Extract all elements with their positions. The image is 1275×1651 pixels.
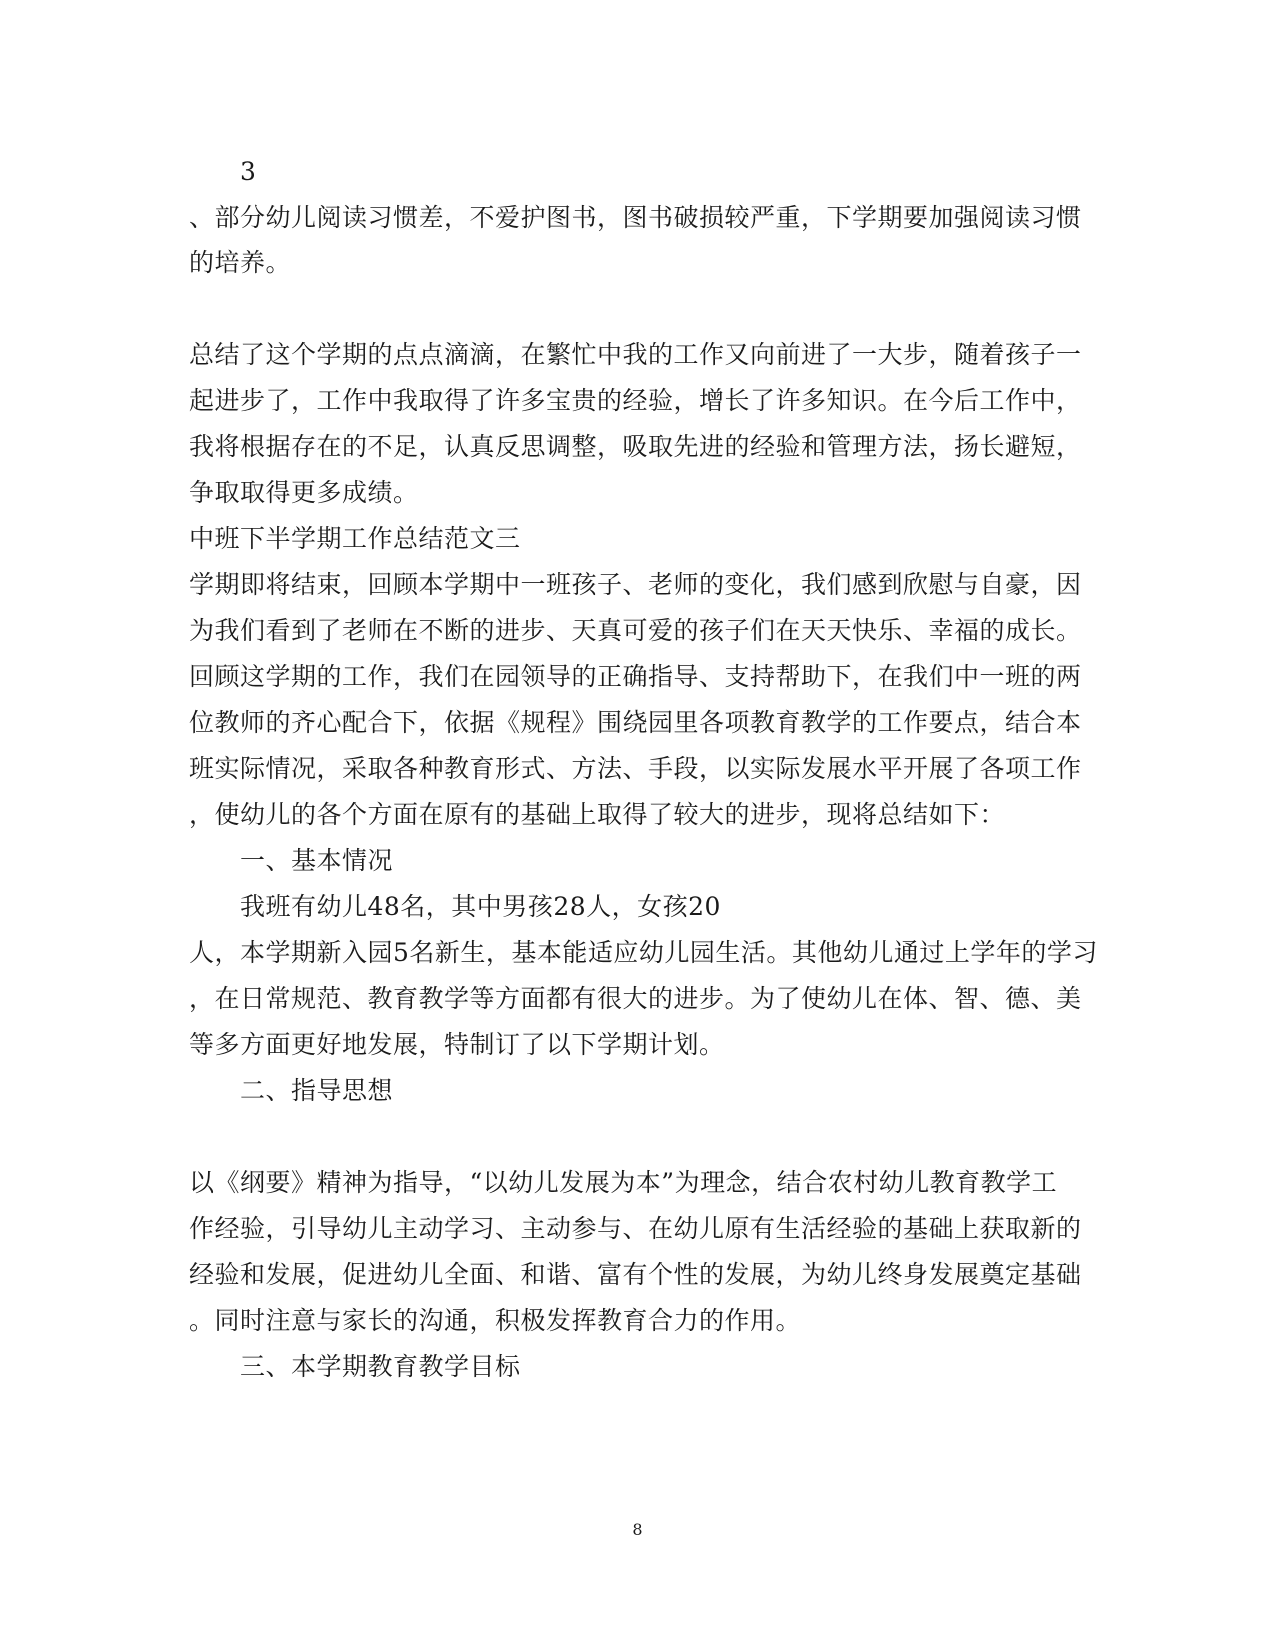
text-line: 回顾这学期的工作，我们在园领导的正确指导、支持帮助下，在我们中一班的两 (189, 662, 1082, 691)
heading: 一、基本情况 (240, 846, 394, 875)
section-title: 中班下半学期工作总结范文三 (189, 524, 521, 553)
text-line: 我班有幼儿48名，其中男孩28人，女孩20 (240, 892, 721, 921)
text-line: 位教师的齐心配合下，依据《规程》围绕园里各项教育教学的工作要点，结合本 (189, 708, 1082, 737)
page-number: 8 (632, 1520, 643, 1539)
heading: 二、指导思想 (240, 1076, 394, 1105)
text-line: 人，本学期新入园5名新生，基本能适应幼儿园生活。其他幼儿通过上学年的学习 (189, 938, 1098, 967)
text-line: 学期即将结束，回顾本学期中一班孩子、老师的变化，我们感到欣慰与自豪，因 (189, 570, 1082, 599)
text-line: 我将根据存在的不足，认真反思调整，吸取先进的经验和管理方法，扬长避短， (189, 432, 1082, 461)
text-line: 、部分幼儿阅读习惯差，不爱护图书，图书破损较严重，下学期要加强阅读习惯 (189, 203, 1082, 232)
text-line: 以《纲要》精神为指导，“以幼儿发展为本”为理念，结合农村幼儿教育教学工 (189, 1168, 1058, 1197)
text-line: 经验和发展，促进幼儿全面、和谐、富有个性的发展，为幼儿终身发展奠定基础 (189, 1260, 1082, 1289)
text-line: 的培养。 (189, 248, 292, 277)
text-line: 争取取得更多成绩。 (189, 478, 419, 507)
text-line: 总结了这个学期的点点滴滴，在繁忙中我的工作又向前进了一大步，随着孩子一 (189, 340, 1082, 369)
text-line: 等多方面更好地发展，特制订了以下学期计划。 (189, 1030, 725, 1059)
text-line: 班实际情况，采取各种教育形式、方法、手段，以实际发展水平开展了各项工作 (189, 754, 1082, 783)
text-line: 。同时注意与家长的沟通，积极发挥教育合力的作用。 (189, 1306, 802, 1335)
text-line: ，使幼儿的各个方面在原有的基础上取得了较大的进步，现将总结如下： (189, 800, 1006, 829)
text-line: 作经验，引导幼儿主动学习、主动参与、在幼儿原有生活经验的基础上获取新的 (189, 1214, 1082, 1243)
text-line: 起进步了，工作中我取得了许多宝贵的经验，增长了许多知识。在今后工作中， (189, 386, 1082, 415)
heading: 三、本学期教育教学目标 (240, 1352, 521, 1381)
text-line: 为我们看到了老师在不断的进步、天真可爱的孩子们在天天快乐、幸福的成长。 (189, 616, 1082, 645)
text-line: ，在日常规范、教育教学等方面都有很大的进步。为了使幼儿在体、智、德、美 (189, 984, 1082, 1013)
list-number: 3 (240, 157, 257, 186)
